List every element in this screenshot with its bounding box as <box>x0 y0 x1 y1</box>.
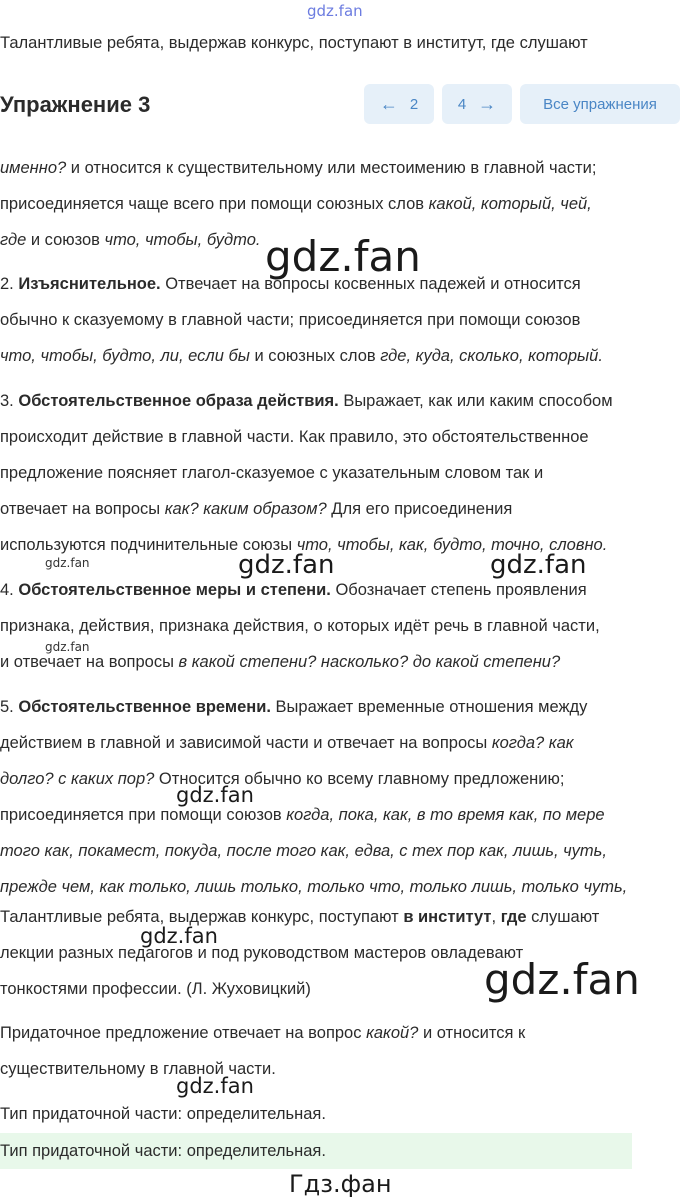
theory-line: долго? с каких пор? Относится обычно ко всему главному предложению; <box>0 770 565 788</box>
watermark: gdz.fan <box>490 550 587 580</box>
theory-line: предложение поясняет глагол-сказуемое с указательным словом так и <box>0 464 544 482</box>
theory-line: действием в главной и зависимой части и отвечает на вопросы когда? как <box>0 734 574 752</box>
prev-exercise-label: 2 <box>409 95 419 113</box>
theory-line: обычно к сказуемому в главной части; присоединяется при помощи союзов <box>0 311 581 329</box>
answer-sentence-line: тонкостями профессии. (Л. Жуховицкий) <box>0 980 311 998</box>
all-exercises-label: Все упражнения <box>543 95 657 113</box>
theory-line: признака, действия, признака действия, о которых идёт речь в главной части, <box>0 617 600 635</box>
theory-line: где и союзов что, чтобы, будто. <box>0 231 261 249</box>
theory-line: присоединяется при помощи союзов когда, пока, как, в то время как, по мере <box>0 806 605 824</box>
watermark: gdz.fan <box>238 550 335 580</box>
theory-item-3: 3. Обстоятельственное образа действия. Выражает, как или каким способом <box>0 392 613 410</box>
theory-line: отвечает на вопросы как? каким образом? Для его присоединения <box>0 500 513 518</box>
theory-line: именно? и относится к существительному или местоимению в главной части; <box>0 159 597 177</box>
theory-line: того как, покамест, покуда, после того как, едва, с тех пор как, лишь, чуть, <box>0 842 607 860</box>
theory-line: что, чтобы, будто, ли, если бы и союзных слов где, куда, сколько, который. <box>0 347 603 365</box>
theory-item-2: 2. Изъяснительное. Отвечает на вопросы косвенных падежей и относится <box>0 275 581 293</box>
watermark: gdz.fan <box>176 783 254 807</box>
arrow-right-icon: → <box>478 94 497 114</box>
theory-line: происходит действие в главной части. Как правило, это обстоятельственное <box>0 428 589 446</box>
watermark: gdz.fan <box>176 1074 254 1098</box>
watermark: gdz.fan <box>484 955 640 1004</box>
answer-sentence-line: лекции разных педагогов и под руководством мастеров овладевают <box>0 944 524 962</box>
all-exercises-button[interactable] <box>520 84 680 124</box>
theory-item-5: 5. Обстоятельственное времени. Выражает временные отношения между <box>0 698 588 716</box>
watermark: gdz.fan <box>265 232 421 281</box>
answer-explanation-line: Придаточное предложение отвечает на вопрос какой? и относится к <box>0 1024 526 1042</box>
answer-type-highlight: Тип придаточной части: определительная. <box>0 1142 326 1160</box>
theory-line: присоединяется чаще всего при помощи союзных слов какой, который, чей, <box>0 195 592 213</box>
next-exercise-button[interactable] <box>442 84 512 124</box>
prev-exercise-button[interactable] <box>364 84 434 124</box>
watermark-top: gdz.fan <box>307 2 363 20</box>
watermark: gdz.fan <box>140 924 218 948</box>
intro-line: Талантливые ребята, выдержав конкурс, поступают в институт, где слушают <box>0 34 588 52</box>
footer-watermark: Гдз.фан <box>289 1170 392 1198</box>
page-title: Упражнение 3 <box>0 92 151 117</box>
answer-sentence-line: Талантливые ребята, выдержав конкурс, поступают в институт, где слушают <box>0 908 600 926</box>
theory-line: используются подчинительные союзы что, чтобы, как, будто, точно, словно. <box>0 536 608 554</box>
watermark: gdz.fan <box>45 640 90 654</box>
theory-line: и отвечает на вопросы в какой степени? насколько? до какой степени? <box>0 653 561 671</box>
arrow-left-icon: ← <box>379 94 398 114</box>
answer-type-line: Тип придаточной части: определительная. <box>0 1105 326 1123</box>
watermark: gdz.fan <box>45 556 90 570</box>
answer-explanation-line: существительному в главной части. <box>0 1060 276 1078</box>
theory-item-4: 4. Обстоятельственное меры и степени. Обозначает степень проявления <box>0 581 587 599</box>
theory-line: прежде чем, как только, лишь только, только что, только лишь, только чуть, <box>0 878 628 896</box>
next-exercise-label: 4 <box>457 95 467 113</box>
